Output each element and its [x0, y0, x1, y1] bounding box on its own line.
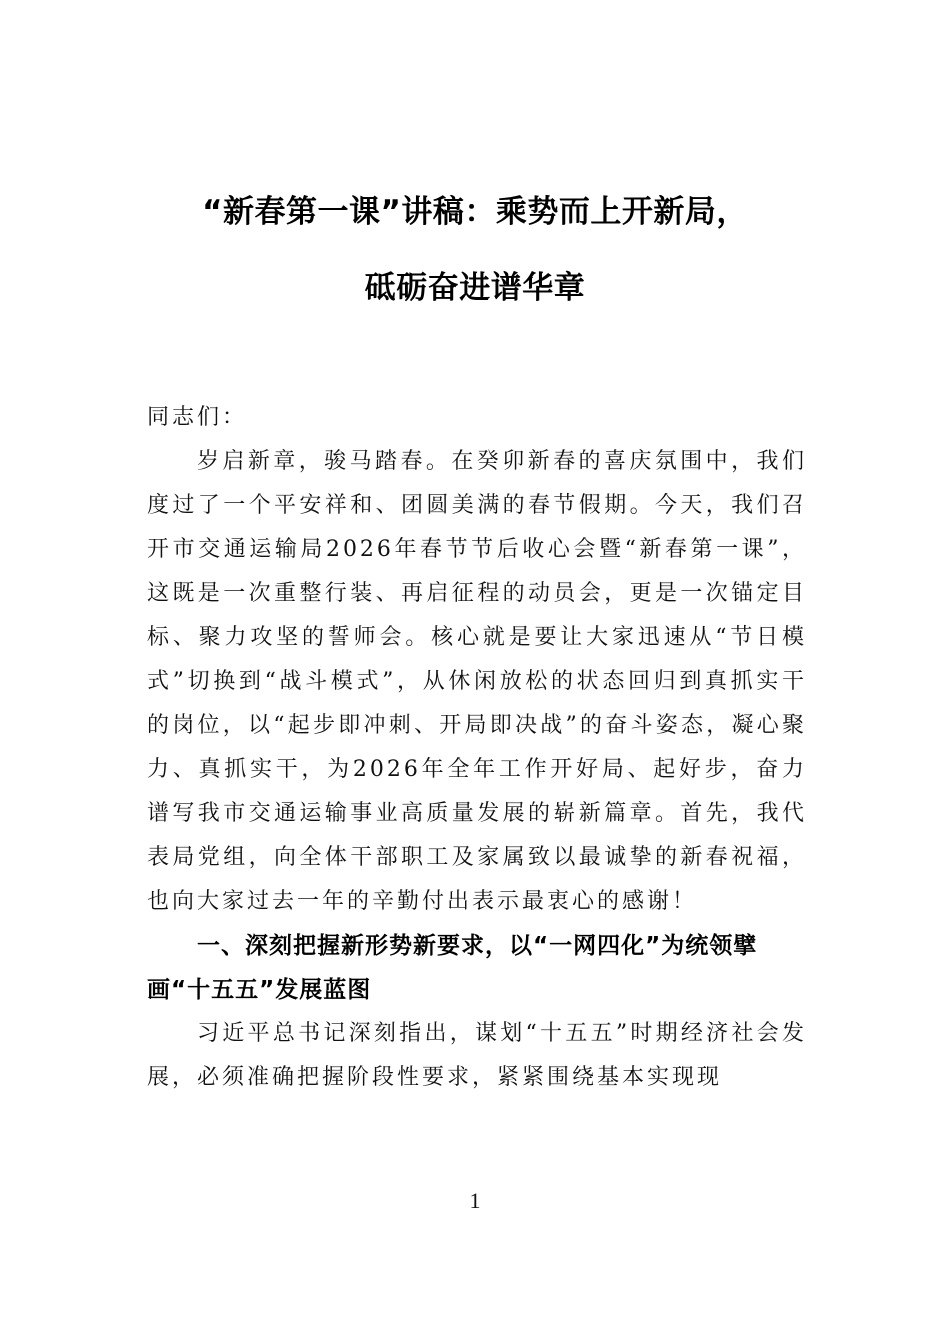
document-body	[147, 396, 807, 1100]
document-title	[120, 192, 830, 308]
paragraph-intro: 岁启新章，骏马踏春。在癸卯新春的喜庆氛围中，我们度过了一个平安祥和、团圆美满的春节假期。今天，我们召开市交通运输局2026年春节节后收心会暨“新春第一课”，这既是一次重整行装、再启征程的动员会，更是一次锚定目标、聚力攻坚的誓师会。核心就是要让大家迅速从“节日模式”切换到“战斗模式”，从休闲放松的状态回归到真抓实干的岗位，以“起步即冲刺、开局即决战”的奋斗姿态，凝心聚力、真抓实干，为2026年全年工作开好局、起好步，奋力谱写我市交通运输事业高质量发展的崭新篇章。首先，我代表局党组，向全体干部职工及家属致以最诚挚的新春祝福，也向大家过去一年的辛勤付出表示最衷心的感谢！	[147, 449, 807, 914]
paragraph-section-1: 习近平总书记深刻指出，谋划“十五五”时期经济社会发展，必须准确把握阶段性要求，紧紧围绕基本实现现	[147, 1021, 807, 1090]
section-heading-1: 一、深刻把握新形势新要求，以“一网四化”为统领擘画“十五五”发展蓝图	[147, 933, 758, 1003]
page-number: 1	[469, 1188, 481, 1213]
title-line-2: 砥砺奋进谱华章	[364, 270, 586, 306]
title-line-1: “新春第一课”讲稿：乘势而上开新局，	[202, 194, 748, 230]
salutation: 同志们：	[147, 405, 248, 430]
